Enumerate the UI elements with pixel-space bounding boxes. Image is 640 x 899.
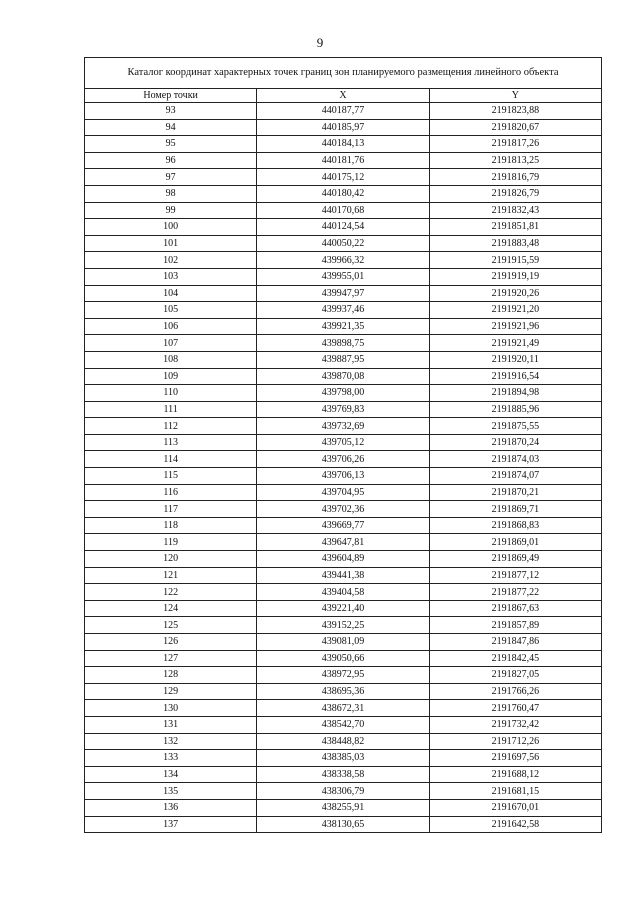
cell-point-number: 100 (85, 219, 257, 236)
cell-point-number: 103 (85, 268, 257, 285)
cell-y: 2191877,22 (429, 584, 601, 601)
cell-x: 439769,83 (257, 401, 429, 418)
cell-y: 2191681,15 (429, 783, 601, 800)
cell-point-number: 137 (85, 816, 257, 833)
cell-y: 2191868,83 (429, 517, 601, 534)
table-row (85, 683, 602, 700)
cell-x: 440181,76 (257, 152, 429, 169)
cell-point-number: 111 (85, 401, 257, 418)
table-row (85, 202, 602, 219)
cell-x: 438338,58 (257, 766, 429, 783)
cell-y: 2191875,55 (429, 418, 601, 435)
cell-x: 438972,95 (257, 667, 429, 684)
table-row (85, 103, 602, 120)
cell-point-number: 120 (85, 551, 257, 568)
cell-point-number: 101 (85, 235, 257, 252)
cell-y: 2191921,96 (429, 318, 601, 335)
table-row (85, 119, 602, 136)
cell-x: 439702,36 (257, 501, 429, 518)
cell-point-number: 122 (85, 584, 257, 601)
table-row (85, 617, 602, 634)
cell-point-number: 114 (85, 451, 257, 468)
cell-y: 2191816,79 (429, 169, 601, 186)
table-row (85, 285, 602, 302)
cell-point-number: 93 (85, 103, 257, 120)
cell-x: 440124,54 (257, 219, 429, 236)
cell-point-number: 133 (85, 750, 257, 767)
cell-y: 2191869,01 (429, 534, 601, 551)
table-row (85, 401, 602, 418)
table-row (85, 418, 602, 435)
cell-x: 439966,32 (257, 252, 429, 269)
table-row (85, 816, 602, 833)
cell-x: 439441,38 (257, 567, 429, 584)
cell-x: 438695,36 (257, 683, 429, 700)
cell-point-number: 105 (85, 302, 257, 319)
table-row (85, 733, 602, 750)
cell-point-number: 129 (85, 683, 257, 700)
cell-y: 2191916,54 (429, 368, 601, 385)
table-row (85, 600, 602, 617)
cell-y: 2191874,07 (429, 468, 601, 485)
table-row (85, 634, 602, 651)
table-row (85, 650, 602, 667)
cell-y: 2191877,12 (429, 567, 601, 584)
header-y: Y (429, 89, 601, 103)
table-row (85, 219, 602, 236)
cell-y: 2191732,42 (429, 716, 601, 733)
table-row (85, 318, 602, 335)
cell-x: 438306,79 (257, 783, 429, 800)
table-row (85, 235, 602, 252)
cell-y: 2191921,49 (429, 335, 601, 352)
cell-x: 438672,31 (257, 700, 429, 717)
cell-x: 439732,69 (257, 418, 429, 435)
cell-y: 2191920,26 (429, 285, 601, 302)
cell-point-number: 128 (85, 667, 257, 684)
table-row (85, 185, 602, 202)
cell-x: 440170,68 (257, 202, 429, 219)
page-number: 9 (316, 35, 324, 50)
header-x: X (257, 89, 429, 103)
table-row (85, 551, 602, 568)
cell-point-number: 98 (85, 185, 257, 202)
cell-point-number: 127 (85, 650, 257, 667)
cell-y: 2191870,24 (429, 434, 601, 451)
cell-point-number: 132 (85, 733, 257, 750)
cell-x: 439798,00 (257, 385, 429, 402)
cell-x: 438385,03 (257, 750, 429, 767)
table-row (85, 567, 602, 584)
cell-y: 2191760,47 (429, 700, 601, 717)
cell-y: 2191847,86 (429, 634, 601, 651)
table-body (85, 103, 602, 833)
cell-x: 439604,89 (257, 551, 429, 568)
table-row (85, 750, 602, 767)
cell-point-number: 112 (85, 418, 257, 435)
cell-y: 2191869,49 (429, 551, 601, 568)
table-row (85, 501, 602, 518)
cell-point-number: 108 (85, 351, 257, 368)
cell-x: 439647,81 (257, 534, 429, 551)
cell-point-number: 109 (85, 368, 257, 385)
cell-y: 2191920,11 (429, 351, 601, 368)
cell-y: 2191820,67 (429, 119, 601, 136)
cell-x: 440187,77 (257, 103, 429, 120)
cell-x: 439221,40 (257, 600, 429, 617)
cell-y: 2191827,05 (429, 667, 601, 684)
cell-point-number: 136 (85, 799, 257, 816)
cell-y: 2191823,88 (429, 103, 601, 120)
table-row (85, 766, 602, 783)
table-row (85, 268, 602, 285)
cell-x: 439947,97 (257, 285, 429, 302)
cell-point-number: 126 (85, 634, 257, 651)
cell-y: 2191919,19 (429, 268, 601, 285)
cell-y: 2191874,03 (429, 451, 601, 468)
cell-point-number: 116 (85, 484, 257, 501)
cell-point-number: 115 (85, 468, 257, 485)
cell-y: 2191670,01 (429, 799, 601, 816)
cell-y: 2191883,48 (429, 235, 601, 252)
table-row (85, 136, 602, 153)
header-point-number: Номер точки (85, 89, 257, 103)
cell-point-number: 110 (85, 385, 257, 402)
cell-point-number: 124 (85, 600, 257, 617)
cell-point-number: 107 (85, 335, 257, 352)
table-row (85, 368, 602, 385)
table-row (85, 667, 602, 684)
table-row (85, 534, 602, 551)
cell-point-number: 113 (85, 434, 257, 451)
cell-point-number: 118 (85, 517, 257, 534)
cell-x: 439404,58 (257, 584, 429, 601)
table-row (85, 451, 602, 468)
cell-y: 2191712,26 (429, 733, 601, 750)
cell-point-number: 125 (85, 617, 257, 634)
cell-point-number: 102 (85, 252, 257, 269)
cell-x: 439705,12 (257, 434, 429, 451)
cell-x: 440175,12 (257, 169, 429, 186)
cell-x: 439937,46 (257, 302, 429, 319)
table-row (85, 351, 602, 368)
cell-point-number: 131 (85, 716, 257, 733)
cell-point-number: 106 (85, 318, 257, 335)
cell-point-number: 134 (85, 766, 257, 783)
cell-y: 2191842,45 (429, 650, 601, 667)
cell-y: 2191894,98 (429, 385, 601, 402)
cell-y: 2191915,59 (429, 252, 601, 269)
cell-y: 2191870,21 (429, 484, 601, 501)
cell-x: 439669,77 (257, 517, 429, 534)
cell-point-number: 104 (85, 285, 257, 302)
cell-x: 439081,09 (257, 634, 429, 651)
cell-y: 2191766,26 (429, 683, 601, 700)
cell-x: 439704,95 (257, 484, 429, 501)
cell-y: 2191857,89 (429, 617, 601, 634)
table-row (85, 517, 602, 534)
table-row (85, 302, 602, 319)
table-row (85, 700, 602, 717)
cell-y: 2191817,26 (429, 136, 601, 153)
cell-x: 440185,97 (257, 119, 429, 136)
table-title: Каталог координат характерных точек границ зон планируемого размещения линейного объекта (85, 58, 602, 89)
cell-point-number: 95 (85, 136, 257, 153)
table-row (85, 169, 602, 186)
cell-y: 2191832,43 (429, 202, 601, 219)
table-row (85, 484, 602, 501)
cell-y: 2191688,12 (429, 766, 601, 783)
cell-x: 438448,82 (257, 733, 429, 750)
cell-point-number: 130 (85, 700, 257, 717)
table-row (85, 783, 602, 800)
cell-y: 2191826,79 (429, 185, 601, 202)
cell-x: 439898,75 (257, 335, 429, 352)
cell-x: 438130,65 (257, 816, 429, 833)
cell-x: 439706,13 (257, 468, 429, 485)
cell-point-number: 96 (85, 152, 257, 169)
cell-x: 440050,22 (257, 235, 429, 252)
table-row (85, 584, 602, 601)
table-row (85, 716, 602, 733)
cell-x: 439921,35 (257, 318, 429, 335)
cell-x: 439887,95 (257, 351, 429, 368)
cell-y: 2191885,96 (429, 401, 601, 418)
cell-y: 2191813,25 (429, 152, 601, 169)
cell-point-number: 121 (85, 567, 257, 584)
cell-x: 440184,13 (257, 136, 429, 153)
cell-x: 440180,42 (257, 185, 429, 202)
cell-point-number: 135 (85, 783, 257, 800)
cell-x: 439152,25 (257, 617, 429, 634)
cell-x: 438542,70 (257, 716, 429, 733)
cell-point-number: 94 (85, 119, 257, 136)
coordinate-catalog-table (84, 57, 602, 833)
table-row (85, 152, 602, 169)
table-row (85, 434, 602, 451)
cell-x: 439706,26 (257, 451, 429, 468)
cell-y: 2191921,20 (429, 302, 601, 319)
table-row (85, 252, 602, 269)
cell-y: 2191642,58 (429, 816, 601, 833)
cell-point-number: 99 (85, 202, 257, 219)
cell-x: 439050,66 (257, 650, 429, 667)
cell-point-number: 117 (85, 501, 257, 518)
cell-point-number: 97 (85, 169, 257, 186)
table-row (85, 385, 602, 402)
cell-x: 439870,08 (257, 368, 429, 385)
cell-y: 2191869,71 (429, 501, 601, 518)
table-row (85, 468, 602, 485)
table-row (85, 799, 602, 816)
cell-point-number: 119 (85, 534, 257, 551)
table-row (85, 335, 602, 352)
cell-y: 2191697,56 (429, 750, 601, 767)
cell-y: 2191867,63 (429, 600, 601, 617)
cell-y: 2191851,81 (429, 219, 601, 236)
cell-x: 439955,01 (257, 268, 429, 285)
cell-x: 438255,91 (257, 799, 429, 816)
